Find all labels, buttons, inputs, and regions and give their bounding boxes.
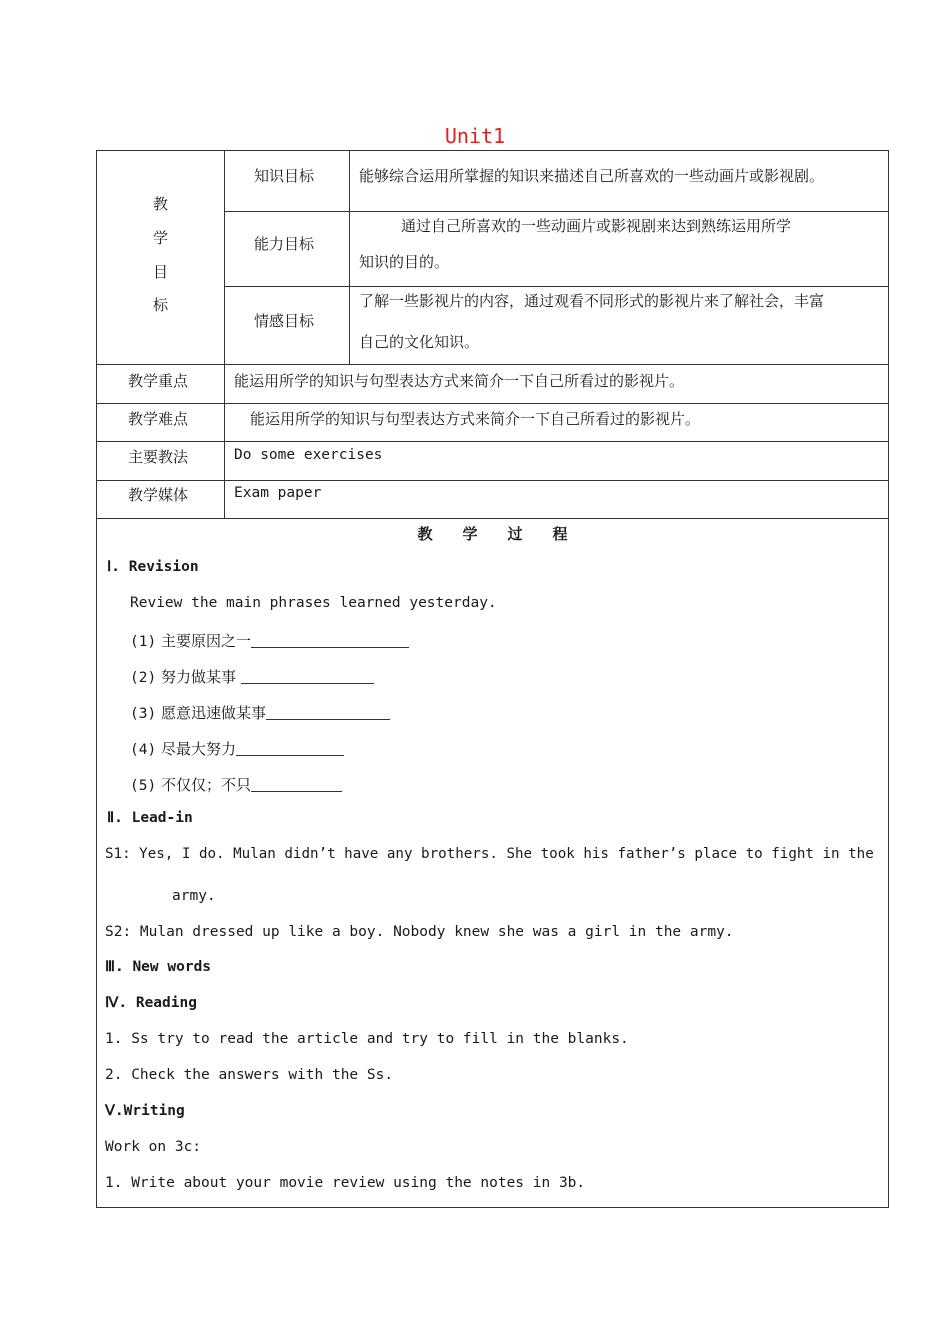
objective-content: 了解一些影视片的内容，通过观看不同形式的影视片来了解社会，丰富 [359, 292, 825, 310]
lesson-plan-table [96, 150, 889, 1208]
row-divider [224, 286, 888, 287]
section-heading-writing: Ⅴ.Writing [105, 1103, 185, 1119]
revision-item [130, 738, 344, 759]
objective-content: 知识的目的。 [359, 253, 450, 271]
item-number: (5) [130, 778, 157, 794]
column-divider [224, 151, 225, 518]
reading-item: 1. Ss try to read the article and try to fill in the blanks. [105, 1031, 629, 1047]
answer-blank [241, 669, 374, 684]
objective-content: 通过自己所喜欢的一些动画片或影视剧来达到熟练运用所学 [401, 217, 792, 235]
item-number: (1) [130, 634, 157, 650]
revision-item [130, 702, 390, 723]
item-number: (4) [130, 742, 157, 758]
item-number: (2) [130, 670, 157, 686]
dialogue-s2: S2: Mulan dressed up like a boy. Nobody knew she was a girl in the army. [105, 924, 734, 940]
revision-item [130, 666, 374, 687]
item-text: 尽最大努力 [160, 740, 236, 758]
info-value: 能运用所学的知识与句型表达方式来简介一下自己所看过的影视片。 [234, 372, 685, 390]
row-divider [97, 364, 888, 365]
answer-blank [251, 777, 342, 792]
row-divider [224, 211, 888, 212]
row-divider [97, 403, 888, 404]
section-heading-reading: Ⅳ. Reading [105, 995, 197, 1011]
dialogue-s1: S1: Yes, I do. Mulan didn’t have any brothers. She took his father’s place to fight in the [105, 846, 874, 862]
item-number: (3) [130, 706, 157, 722]
item-text: 愿意迅速做某事 [160, 704, 266, 722]
dialogue-s1-continued: army. [172, 888, 216, 904]
process-heading: 教 学 过 程 [417, 525, 568, 543]
objective-content: 能够综合运用所掌握的知识来描述自己所喜欢的一些动画片或影视剧。 [359, 167, 825, 185]
info-label: 主要教法 [128, 448, 189, 466]
objectives-label-char: 教 [152, 195, 168, 213]
objective-name: 能力目标 [254, 235, 315, 253]
objective-name: 知识目标 [254, 167, 315, 185]
writing-intro: Work on 3c: [105, 1139, 202, 1155]
objectives-label-char: 学 [152, 229, 168, 247]
info-label: 教学难点 [128, 410, 189, 428]
answer-blank [236, 741, 344, 756]
revision-intro: Review the main phrases learned yesterday. [130, 595, 497, 611]
column-divider [349, 151, 350, 364]
objectives-label-char: 目 [152, 263, 168, 281]
answer-blank [251, 633, 409, 648]
section-heading-leadin: Ⅱ. Lead-in [107, 810, 193, 826]
writing-item: 1. Write about your movie review using the notes in 3b. [105, 1175, 586, 1191]
row-divider [97, 480, 888, 481]
revision-item [130, 630, 409, 651]
item-text: 努力做某事 [160, 668, 236, 686]
row-divider [97, 441, 888, 442]
section-heading-new-words: Ⅲ. New words [105, 959, 212, 975]
item-text: 主要原因之一 [160, 632, 251, 650]
section-heading-revision: Ⅰ. Revision [107, 559, 199, 575]
info-value: 能运用所学的知识与句型表达方式来简介一下自己所看过的影视片。 [250, 410, 701, 428]
info-value: Exam paper [234, 485, 322, 501]
reading-item: 2. Check the answers with the Ss. [105, 1067, 394, 1083]
answer-blank [266, 705, 390, 720]
info-value: Do some exercises [234, 447, 383, 463]
item-text: 不仅仅；不只 [160, 776, 251, 794]
info-label: 教学媒体 [128, 486, 189, 504]
revision-item [130, 774, 342, 795]
objective-content: 自己的文化知识。 [359, 333, 480, 351]
objective-name: 情感目标 [254, 312, 315, 330]
info-label: 教学重点 [128, 372, 189, 390]
row-divider [97, 518, 888, 519]
objectives-label-char: 标 [152, 296, 168, 314]
page-title: Unit1 [444, 124, 506, 148]
